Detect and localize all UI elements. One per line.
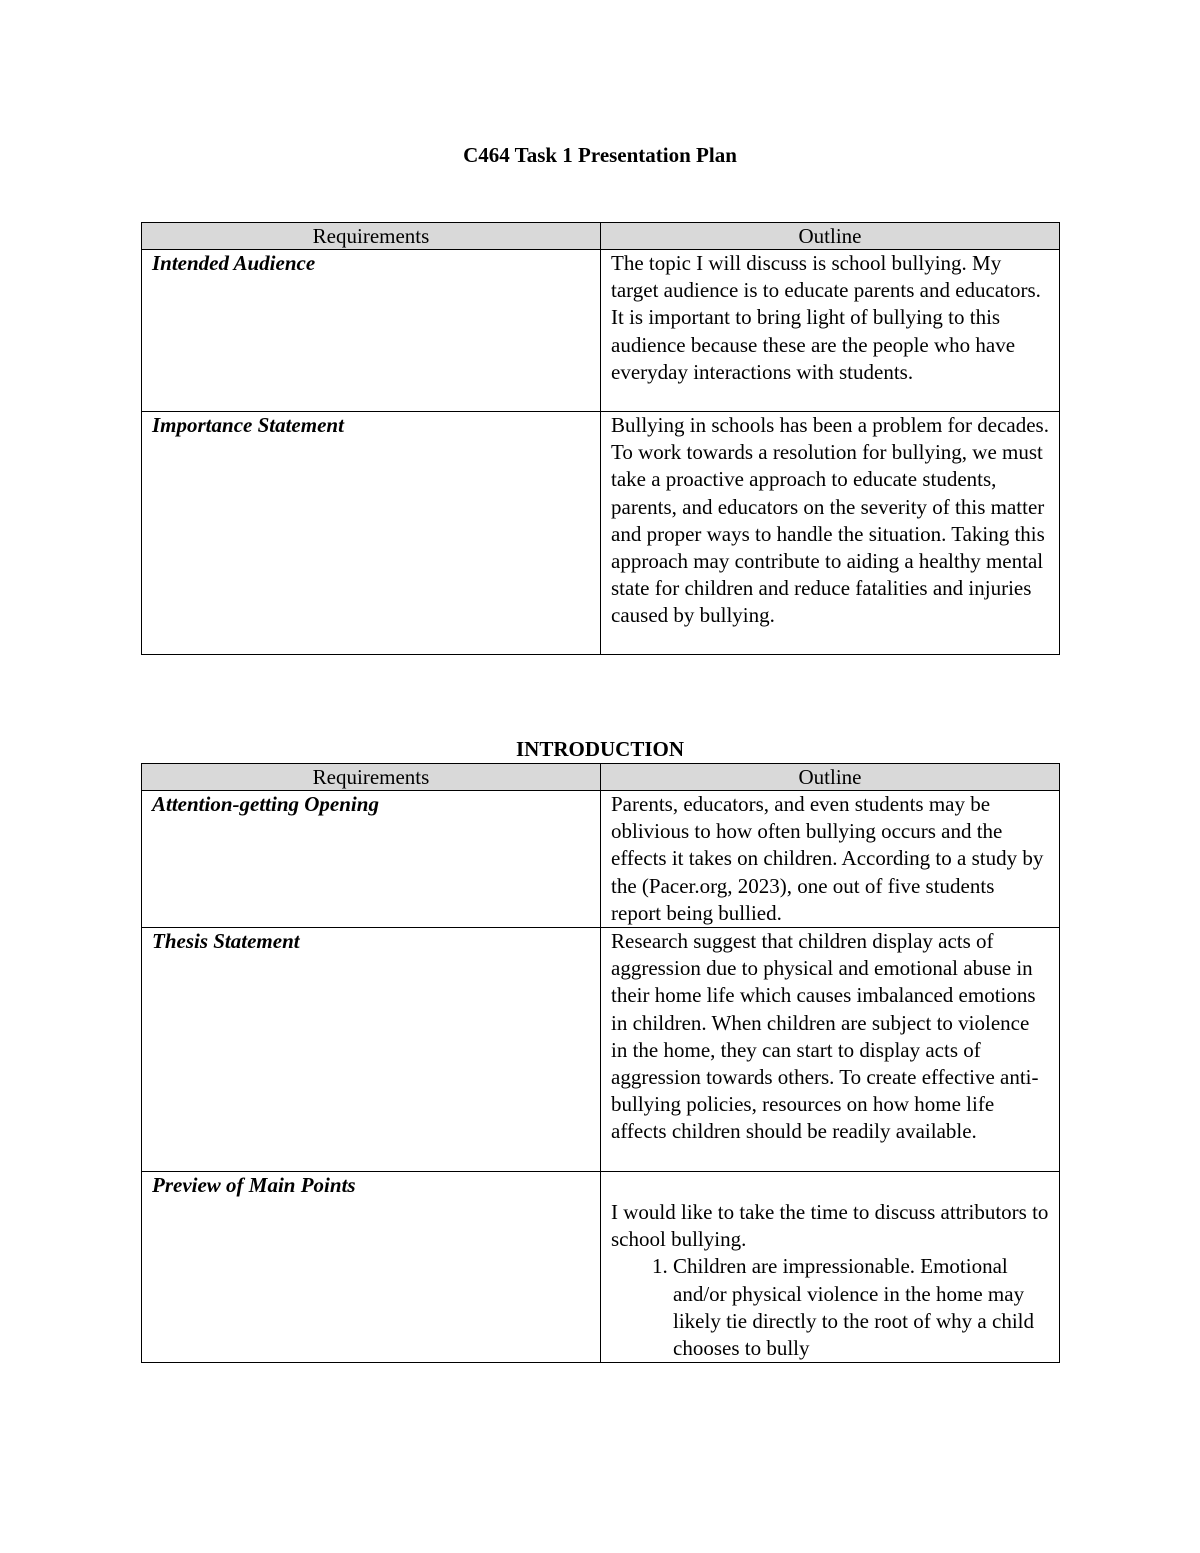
document-title: C464 Task 1 Presentation Plan	[463, 143, 737, 167]
requirement-cell	[142, 791, 601, 928]
main-points-list	[611, 1253, 1049, 1362]
introduction-table	[141, 763, 1060, 1363]
requirement-label: Intended Audience	[152, 251, 316, 275]
outline-cell	[601, 250, 1060, 412]
requirement-label: Preview of Main Points	[152, 1173, 356, 1198]
table-row	[142, 928, 1060, 1172]
outline-text: The topic I will discuss is school bullying. My target audience is to educate parents and educators. It is important to bring light of bullying to this audience because these are the people who have everyday interactions with students.	[611, 251, 1041, 384]
list-item: 1. Children are impressionable. Emotional and/or physical violence in the home may likely tie directly to the root of why a child chooses to bully	[673, 1253, 1049, 1362]
requirement-cell	[142, 928, 601, 1172]
column-header-outline: Outline	[601, 764, 1060, 791]
column-header-requirements: Requirements	[142, 764, 601, 791]
requirement-label: Attention-getting Opening	[152, 792, 379, 816]
outline-text: Bullying in schools has been a problem for decades. To work towards a resolution for bullying, we must take a proactive approach to educate students, parents, and educators on the severity of this matter and proper ways to handle the situation. Taking this approach may contribute to aiding a healthy mental state for children and reduce fatalities and injuries caused by bullying.	[611, 413, 1049, 628]
table-row	[142, 412, 1060, 655]
requirement-label: Importance Statement	[152, 413, 344, 437]
introduction-heading: INTRODUCTION	[515, 737, 685, 761]
table-row	[142, 1172, 1060, 1363]
outline-cell	[601, 928, 1060, 1172]
table-row	[142, 791, 1060, 928]
outline-cell	[601, 791, 1060, 928]
outline-cell	[601, 1172, 1060, 1363]
column-header-requirements: Requirements	[142, 223, 601, 250]
requirement-cell	[142, 412, 601, 655]
audience-table	[141, 222, 1060, 655]
table-header-row	[142, 223, 1060, 250]
column-header-outline: Outline	[601, 223, 1060, 250]
table-row	[142, 250, 1060, 412]
outline-text: Research suggest that children display acts of aggression due to physical and emotional abuse in their home life which causes imbalanced emotions in children. When children are subject to violence in the home, they can start to display acts of aggression towards others. To create effective anti-bullying policies, resources on how home life affects children should be readily available.	[611, 929, 1039, 1144]
table-header-row	[142, 764, 1060, 791]
requirement-label: Thesis Statement	[152, 929, 300, 954]
outline-intro-text: I would like to take the time to discuss attributors to school bullying.	[611, 1200, 1049, 1252]
requirement-cell	[142, 1172, 601, 1363]
requirement-cell	[142, 250, 601, 412]
outline-cell	[601, 412, 1060, 655]
outline-text: Parents, educators, and even students may be oblivious to how often bullying occurs and the effects it takes on children. According to a study by the (Pacer.org, 2023), one out of five students report being bullied.	[611, 792, 1044, 925]
